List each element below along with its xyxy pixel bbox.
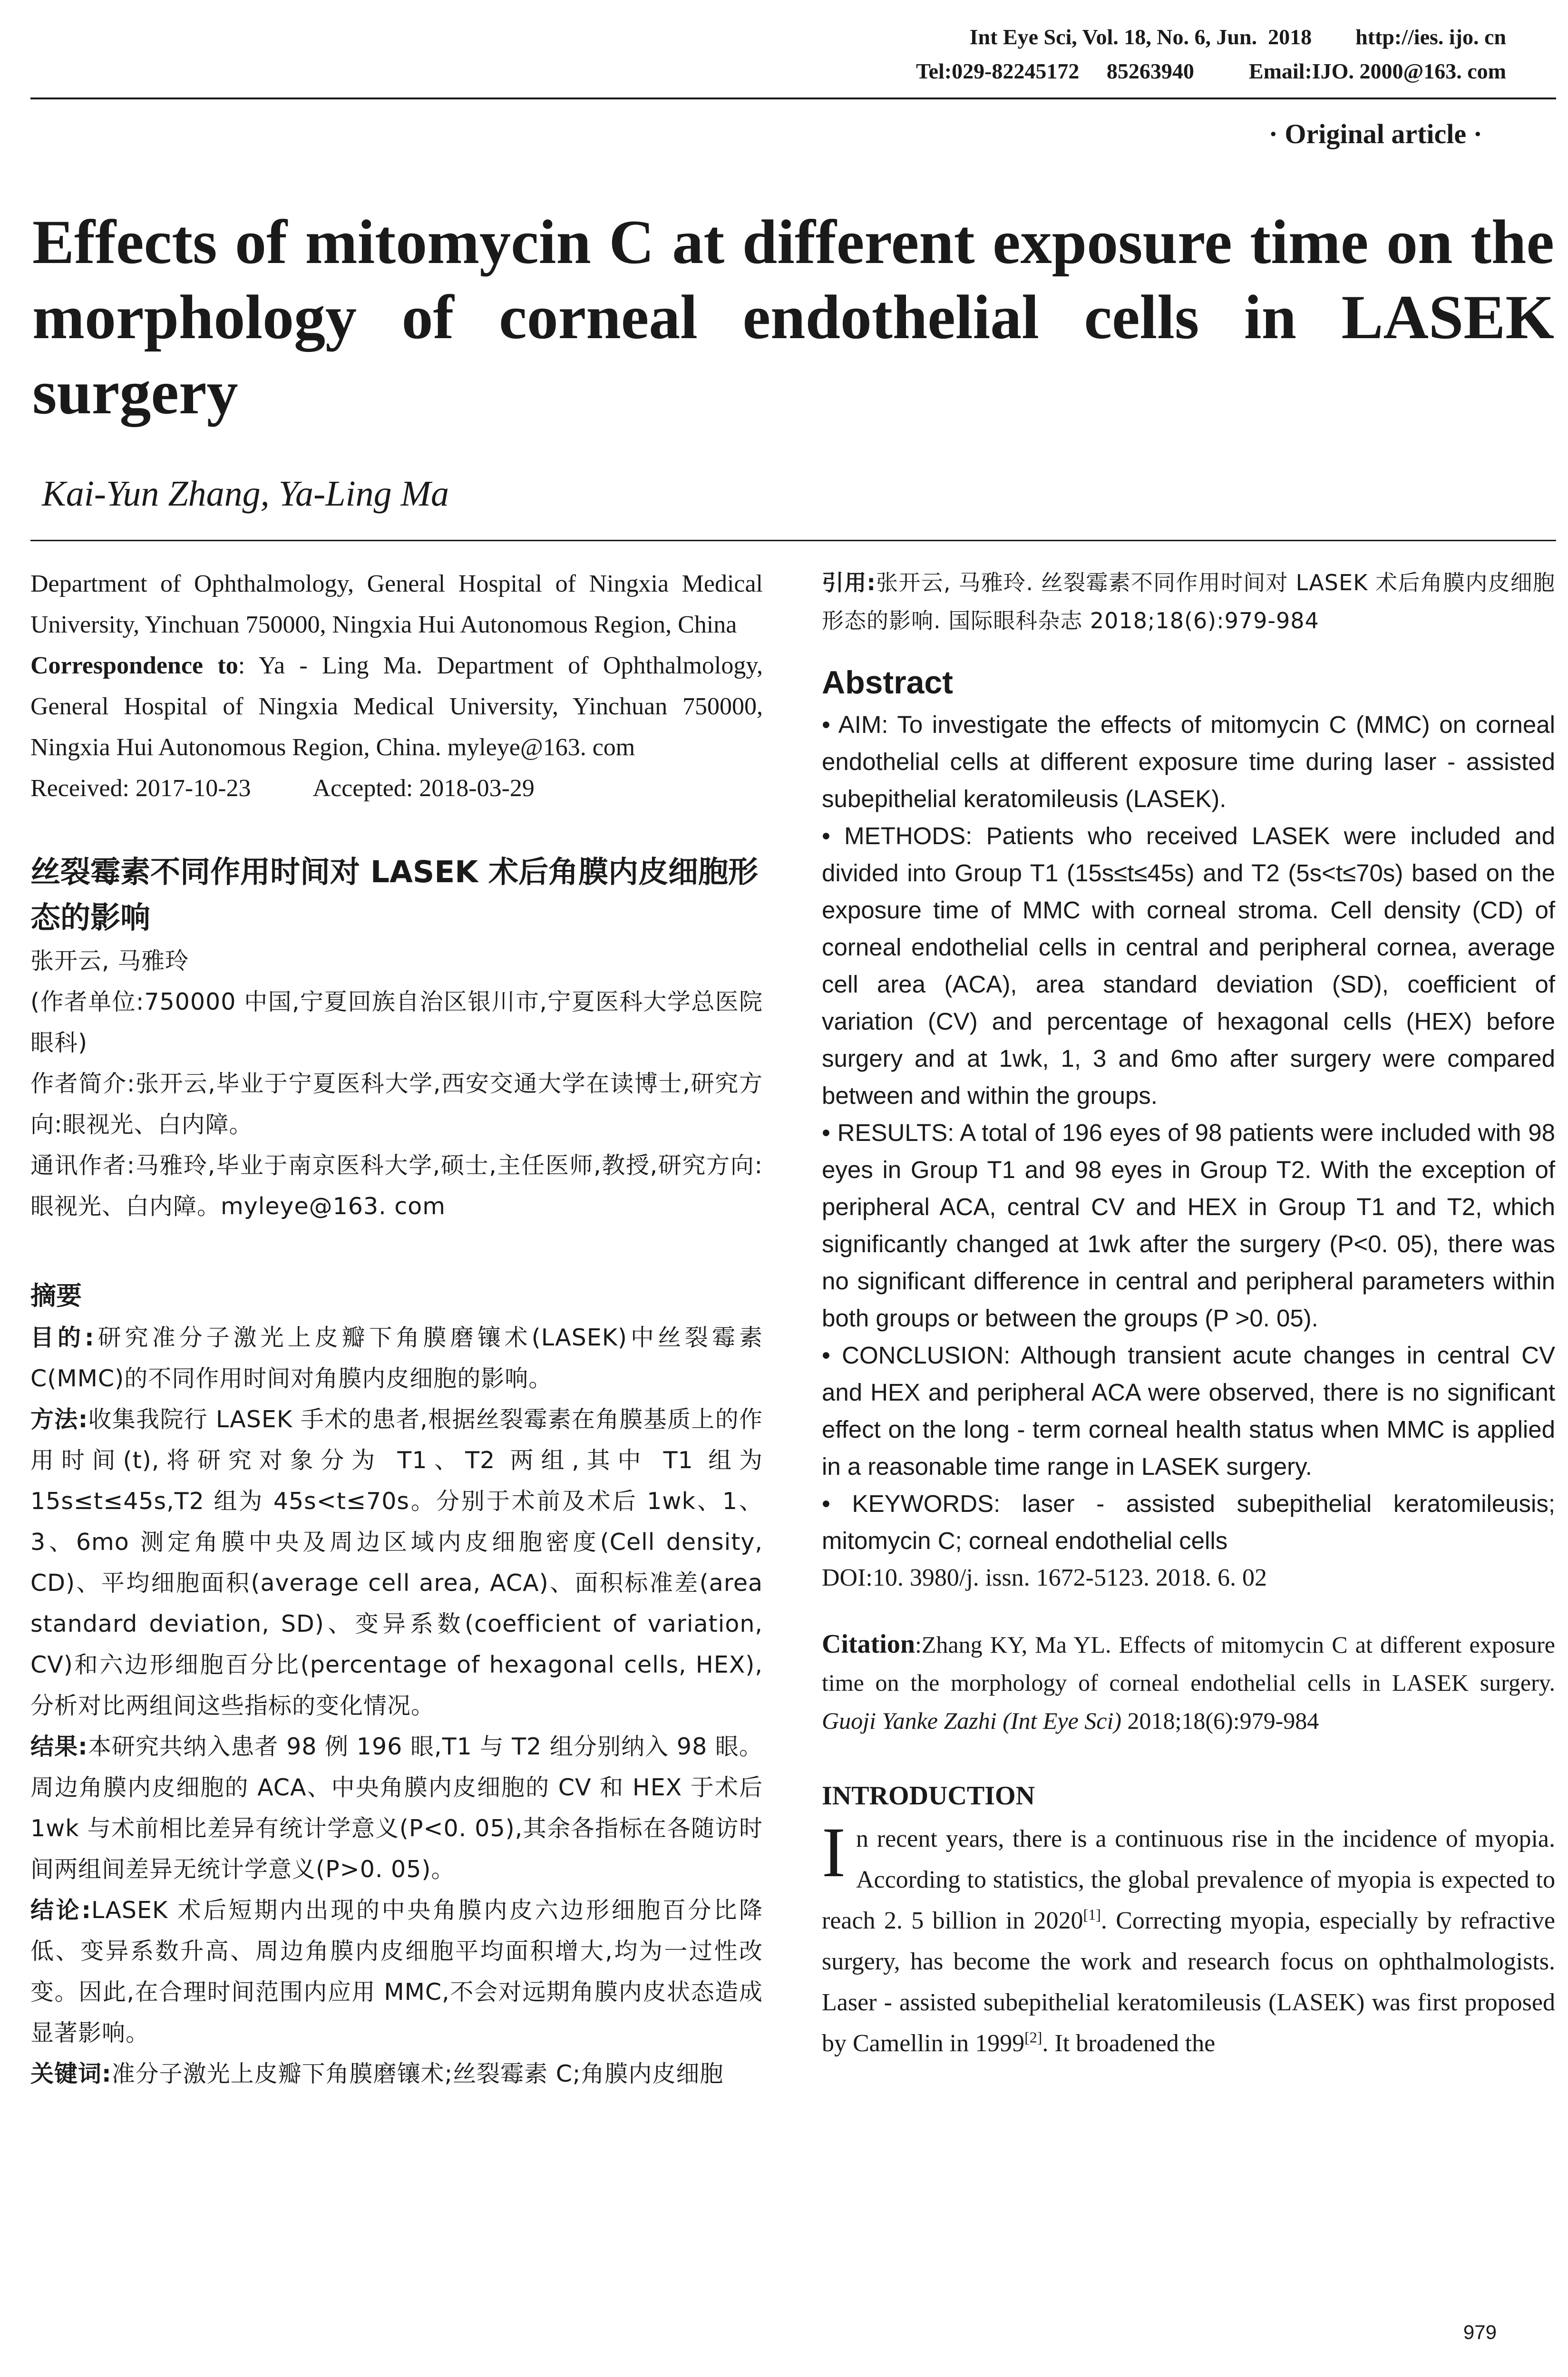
- chinese-conclusion: [30, 1890, 763, 2054]
- doi: DOI:10. 3980/j. issn. 1672-5123. 2018. 6. 02: [822, 1564, 1267, 1591]
- abstract-conclusion-text: Although transient acute changes in central CV and HEX and peripheral ACA were observed, there is no significant effect on the long - term corneal health status when MMC is applied in a reasonable time range in LASEK surgery.: [822, 1342, 1555, 1480]
- correspondence-text: : Ya - Ling Ma. Department of Ophthalmology, General Hospital of Ningxia Medical University, Yinchuan 750000, Ningxia Hui Autonomous Region, China. myleye@163. com: [30, 652, 763, 761]
- chinese-aim-label: 目的:: [30, 1324, 95, 1351]
- abstract-keywords-text: laser - assisted subepithelial keratomileusis; mitomycin C; corneal endothelial cells: [822, 1490, 1556, 1554]
- chinese-keywords-label: 关键词:: [30, 2060, 112, 2087]
- received-date: Received: 2017-10-23: [30, 775, 251, 802]
- introduction-text-3: . It broadened the: [1042, 2030, 1216, 2057]
- article-title: Effects of mitomycin C at different exposure time on the morphology of corneal endothelial cells in LASEK surgery: [32, 207, 1554, 427]
- authors: Kai-Yun Zhang, Ya-Ling Ma: [42, 474, 449, 514]
- right-column: [822, 564, 1555, 2064]
- chinese-methods-text: 收集我院行 LASEK 手术的患者,根据丝裂霉素在角膜基质上的作用时间(t),将研究对象分为 T1、T2 两组,其中 T1 组为 15s≤t≤45s,T2 组为 45s<t≤70s。分别于术前及术后 1wk、1、3、6mo 测定角膜中央及周边区域内皮细胞密度(Cell density, CD)、平均细胞面积(average cell area, ACA)、面积标准差(area standard deviation, SD)、变异系数(coefficient of variation, CV)和六边形细胞百分比(percentage of hexagonal cells, HEX),分析对比两组间这些指标的变化情况。: [30, 1406, 763, 1719]
- abstract-aim: [822, 706, 1555, 818]
- abstract-conclusion: [822, 1337, 1555, 1485]
- abstract-conclusion-label: • CONCLUSION:: [822, 1342, 1011, 1369]
- citation: [822, 1625, 1555, 1740]
- chinese-aim-text: 研究准分子激光上皮瓣下角膜磨镶术(LASEK)中丝裂霉素 C(MMC)的不同作用时间对角膜内皮细胞的影响。: [30, 1324, 763, 1392]
- journal-header-line2: Tel:029-82245172 85263940 Email:IJO. 2000@163. com: [916, 59, 1506, 83]
- abstract-heading: Abstract: [822, 664, 953, 701]
- chinese-corresponding-author: 通讯作者:马雅玲,毕业于南京医科大学,硕士,主任医师,教授,研究方向:眼视光、白内障。myleye@163. com: [30, 1152, 763, 1220]
- chinese-results: [30, 1726, 763, 1890]
- citation-text-end: 2018;18(6):979-984: [1121, 1707, 1319, 1734]
- chinese-conclusion-text: LASEK 术后短期内出现的中央角膜内皮六边形细胞百分比降低、变异系数升高、周边角膜内皮细胞平均面积增大,均为一过性改变。因此,在合理时间范围内应用 MMC,不会对远期角膜内皮状态造成显著影响。: [30, 1897, 763, 2046]
- introduction-text-2: . Correcting myopia, especially by refractive surgery, has become the work and research focus on ophthalmologists. Laser - assisted subepithelial keratomileusis (LASEK) was first proposed by Camellin in 1999: [822, 1907, 1555, 2057]
- chinese-keywords: [30, 2054, 763, 2094]
- abstract-results-text: A total of 196 eyes of 98 patients were included with 98 eyes in Group T1 and 98 eyes in Group T2. With the exception of peripheral ACA, central CV and HEX in Group T1 and T2, which significantly changed at 1wk after the surgery (P<0. 05), there was no significant difference in central and peripheral parameters within both groups or between the groups (P >0. 05).: [822, 1119, 1555, 1332]
- dates: [30, 768, 763, 809]
- introduction-heading: INTRODUCTION: [822, 1781, 1035, 1811]
- chinese-citation-label: 引用:: [822, 570, 876, 595]
- reference-1[interactable]: [1]: [1083, 1906, 1101, 1923]
- header-rule: [30, 97, 1556, 99]
- citation-label: Citation: [822, 1629, 915, 1659]
- chinese-authors: 张开云, 马雅玲: [30, 947, 189, 974]
- chinese-results-label: 结果:: [30, 1733, 88, 1760]
- affiliation: Department of Ophthalmology, General Hospital of Ningxia Medical University, Yinchuan 750000, Ningxia Hui Autonomous Region, China: [30, 570, 763, 638]
- introduction-text-1: n recent years, there is a continuous rise in the incidence of myopia. According to statistics, the global prevalence of myopia is expected to reach 2. 5 billion in 2020: [822, 1825, 1555, 1934]
- abstract-aim-text: To investigate the effects of mitomycin C (MMC) on corneal endothelial cells at different exposure time during laser - assisted subepithelial keratomileusis (LASEK).: [822, 711, 1555, 812]
- citation-journal: Guoji Yanke Zazhi (Int Eye Sci): [822, 1707, 1122, 1734]
- abstract-methods: [822, 818, 1555, 1114]
- chinese-citation: [822, 564, 1555, 640]
- article-type: · Original article ·: [1268, 118, 1482, 149]
- chinese-title: 丝裂霉素不同作用时间对 LASEK 术后角膜内皮细胞形态的影响: [30, 855, 758, 935]
- page-number: 979: [1463, 2321, 1497, 2343]
- abstract-results-label: • RESULTS:: [822, 1119, 954, 1146]
- abstract-methods-text: Patients who received LASEK were included and divided into Group T1 (15s≤t≤45s) and T2 (5s<t≤70s) based on the exposure time of MMC with corneal stroma. Cell density (CD) of corneal endothelial cells in central and peripheral cornea, average cell area (ACA), area standard deviation (SD), coefficient of variation (CV) and percentage of hexagonal cells (HEX) before surgery and at 1wk, 1, 3 and 6mo after surgery were compared between and within the groups.: [822, 822, 1555, 1109]
- chinese-methods: [30, 1399, 763, 1726]
- accepted-date: Accepted: 2018-03-29: [312, 775, 535, 802]
- abstract-results: [822, 1114, 1555, 1337]
- introduction-paragraph: [822, 1813, 1555, 2064]
- chinese-unit: (作者单位:750000 中国,宁夏回族自治区银川市,宁夏医科大学总医院眼科): [30, 988, 763, 1056]
- abstract-keywords: [822, 1485, 1555, 1559]
- chinese-citation-text: 张开云, 马雅玲. 丝裂霉素不同作用时间对 LASEK 术后角膜内皮细胞形态的影响. 国际眼科杂志 2018;18(6):979-984: [822, 570, 1555, 633]
- chinese-results-text: 本研究共纳入患者 98 例 196 眼,T1 与 T2 组分别纳入 98 眼。周边角膜内皮细胞的 ACA、中央角膜内皮细胞的 CV 和 HEX 于术后 1wk 与术前相比差异有统计学意义(P<0. 05),其余各指标在各随访时间两组间差异无统计学意义(P>0. 05)。: [30, 1733, 763, 1883]
- drop-cap: I: [822, 1813, 846, 1892]
- reference-2[interactable]: [2]: [1024, 2028, 1042, 2046]
- chinese-abstract-heading: 摘要: [30, 1281, 82, 1311]
- chinese-author-bio: 作者简介:张开云,毕业于宁夏医科大学,西安交通大学在读博士,研究方向:眼视光、白内障。: [30, 1070, 763, 1138]
- left-column: [30, 564, 763, 2094]
- chinese-aim: [30, 1317, 763, 1399]
- journal-header-line1: Int Eye Sci, Vol. 18, No. 6, Jun. 2018 http://ies. ijo. cn: [969, 25, 1506, 49]
- abstract-keywords-label: • KEYWORDS:: [822, 1490, 1001, 1517]
- abstract-methods-label: • METHODS:: [822, 822, 973, 849]
- chinese-methods-label: 方法:: [30, 1406, 88, 1433]
- abstract-aim-label: • AIM:: [822, 711, 888, 738]
- correspondence-label: Correspondence to: [30, 652, 238, 679]
- authors-rule: [30, 540, 1556, 541]
- citation-text: :Zhang KY, Ma YL. Effects of mitomycin C at different exposure time on the morphology of corneal endothelial cells in LASEK surgery.: [822, 1631, 1555, 1696]
- chinese-conclusion-label: 结论:: [30, 1897, 91, 1924]
- correspondence: [30, 645, 763, 768]
- chinese-keywords-text: 准分子激光上皮瓣下角膜磨镶术;丝裂霉素 C;角膜内皮细胞: [111, 2060, 724, 2087]
